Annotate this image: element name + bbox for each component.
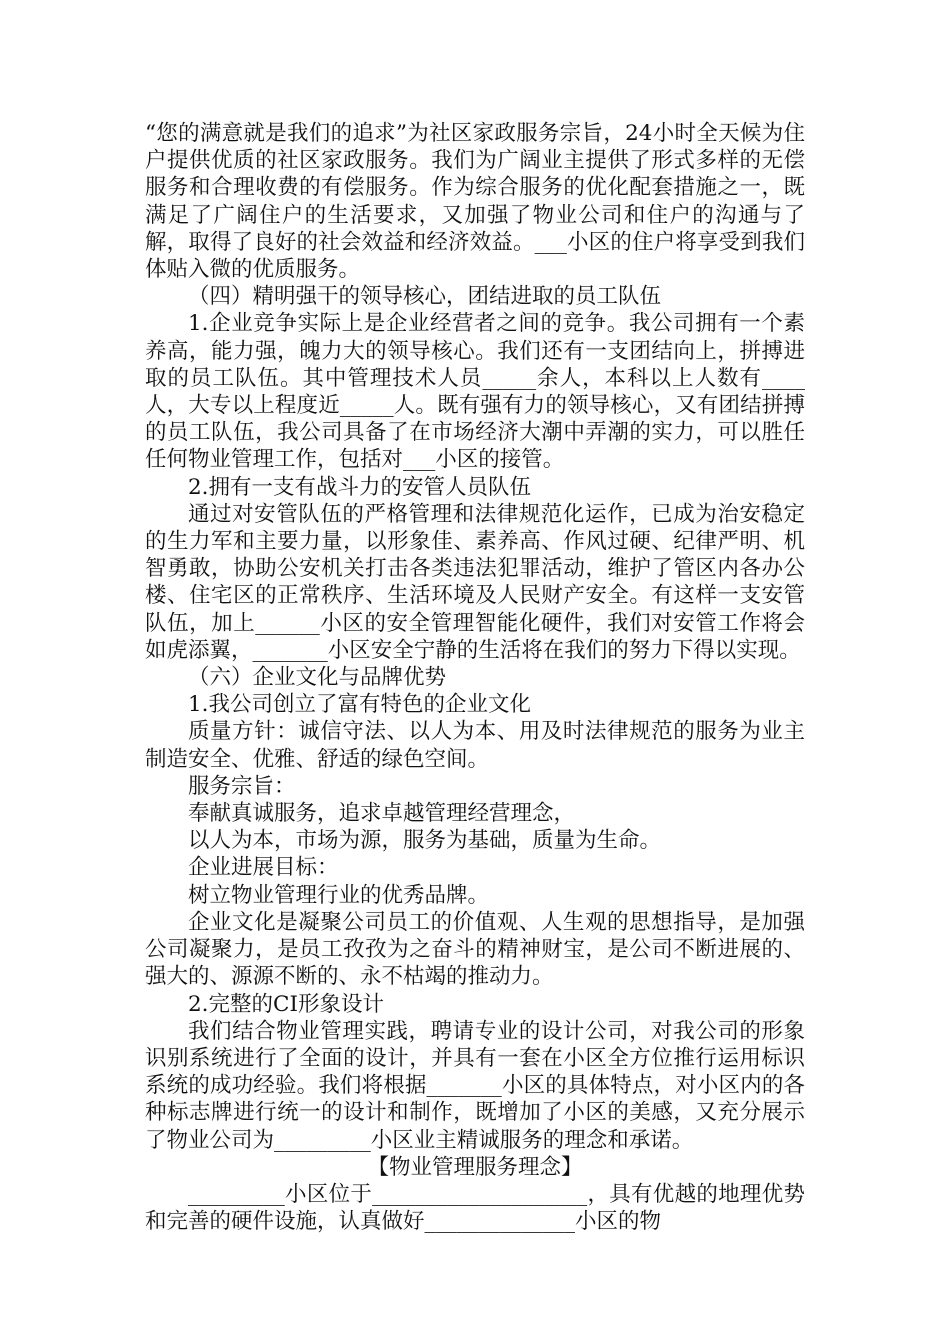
subheading-ci-design: 2.完整的CI形象设计 bbox=[188, 991, 384, 1017]
paragraph-ci-design: 我们结合物业管理实践，聘请专业的设计公司，对我公司的形象识别系统进行了全面的设计，并具有一套在小区全方位推行运用标识系统的成功经验。我们将根据_______小区的具体特点，对小区内的各种标志牌进行统一的设计和制作，既增加了小区的美感，又充分展示了物业公司为_________小区业主精诚服务的理念和承诺。 bbox=[145, 1018, 805, 1153]
paragraph-security-team: 通过对安管队伍的严格管理和法律规范化运作，已成为治安稳定的生力军和主要力量，以形象佳、素养高、作风过硬、纪律严明、机智勇敢，协助公安机关打击各类违法犯罪活动，维护了管区内各办公楼、住宅区的正常秩序、生活环境及人民财产安全。有这样一支安管队伍，加上______小区的安全管理智能化硬件，我们对安管工作将会如虎添翼，_______小区安全宁静的生活将在我们的努力下得以实现。 bbox=[145, 501, 805, 663]
line-service-purpose-2: 以人为本，市场为源，服务为基础，质量为生命。 bbox=[188, 828, 662, 854]
subheading-corporate-culture: 1.我公司创立了富有特色的企业文化 bbox=[188, 692, 532, 718]
paragraph-leadership: 1.企业竞争实际上是企业经营者之间的竞争。我公司拥有一个素养高，能力强，魄力大的领导核心。我们还有一支团结向上，拼搏进取的员工队伍。其中管理技术人员_____余人，本科以上人数有____人，大专以上程度近_____人。既有强有力的领导核心，又有团结拼搏的员工队伍，我公司具备了在市场经济大潮中弄潮的实力，可以胜任任何物业管理工作，包括对___小区的接管。 bbox=[145, 311, 805, 473]
paragraph-service-concept: _________小区位于____________________，具有优越的地理优势和完善的硬件设施，认真做好______________小区的物 bbox=[145, 1181, 805, 1235]
label-development-goal: 企业进展目标： bbox=[188, 855, 339, 881]
line-service-purpose-1: 奉献真诚服务，追求卓越管理经营理念， bbox=[188, 801, 576, 827]
line-development-goal: 树立物业管理行业的优秀品牌。 bbox=[188, 882, 490, 908]
section-heading-leadership: （四）精明强干的领导核心，团结进取的员工队伍 bbox=[188, 284, 662, 310]
paragraph-culture-meaning: 企业文化是凝聚公司员工的价值观、人生观的思想指导，是加强公司凝聚力，是员工孜孜为之奋斗的精神财宝，是公司不断进展的、强大的、源源不断的、永不枯竭的推动力。 bbox=[145, 909, 805, 990]
paragraph-quality-policy: 质量方针：诚信守法、以人为本、用及时法律规范的服务为业主制造安全、优雅、舒适的绿色空间。 bbox=[145, 719, 805, 772]
paragraph-home-service: “您的满意就是我们的追求”为社区家政服务宗旨，24小时全天候为住户提供优质的社区家政服务。我们为广阔业主提供了形式多样的无偿服务和合理收费的有偿服务。作为综合服务的优化配套措施之一，既满足了广阔住户的生活要求，又加强了物业公司和住户的沟通与了解，取得了良好的社会效益和经济效益。___小区的住户将享受到我们体贴入微的优质服务。 bbox=[145, 121, 805, 283]
document-page bbox=[145, 120, 805, 1235]
section-title-service-concept: 【物业管理服务理念】 bbox=[367, 1154, 583, 1180]
label-service-purpose: 服务宗旨： bbox=[188, 773, 296, 799]
section-heading-culture-brand: （六）企业文化与品牌优势 bbox=[188, 665, 447, 691]
subheading-security-team: 2.拥有一支有战斗力的安管人员队伍 bbox=[188, 474, 532, 500]
